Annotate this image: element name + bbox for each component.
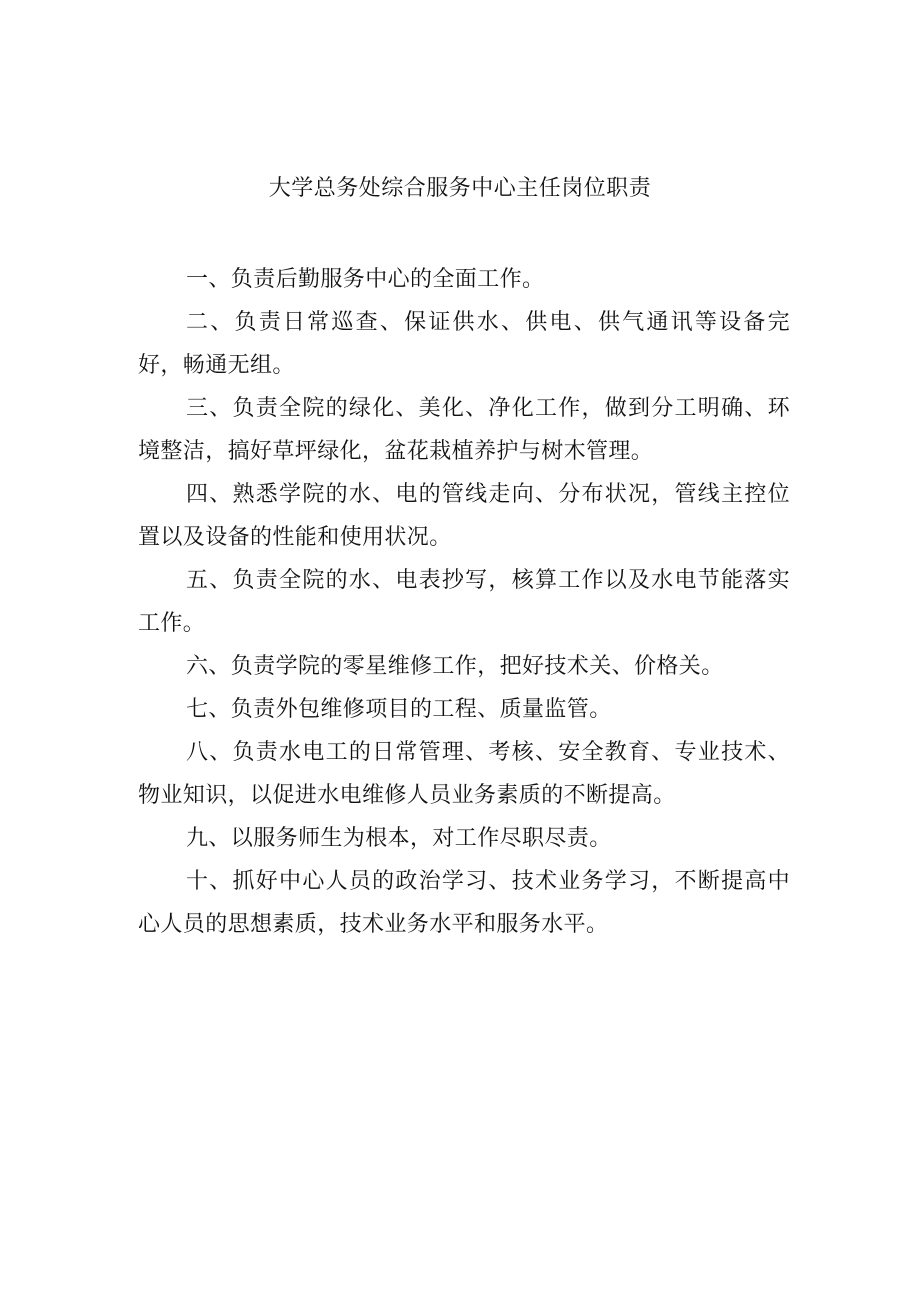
duty-paragraph-1: 一、负责后勤服务中心的全面工作。 bbox=[186, 267, 545, 292]
duty-paragraph-6: 六、负责学院的零星维修工作，把好技术关、价格关。 bbox=[186, 654, 724, 679]
duty-paragraph-7: 七、负责外包维修项目的工程、质量监管。 bbox=[186, 697, 612, 722]
duty-paragraph-2: 二、负责日常巡查、保证供水、供电、供气通讯等设备完好，畅通无组。 bbox=[138, 310, 790, 378]
duty-paragraph-4: 四、熟悉学院的水、电的管线走向、分布状况，管线主控位置以及设备的性能和使用状况。 bbox=[138, 482, 790, 550]
document-title: 大学总务处综合服务中心主任岗位职责 bbox=[268, 176, 652, 201]
document-body bbox=[138, 258, 790, 946]
duty-paragraph-8: 八、负责水电工的日常管理、考核、安全教育、专业技术、物业知识，以促进水电维修人员业务素质的不断提高。 bbox=[138, 740, 790, 808]
duty-paragraph-9: 九、以服务师生为根本，对工作尽职尽责。 bbox=[186, 826, 612, 851]
duty-paragraph-10: 十、抓好中心人员的政治学习、技术业务学习，不断提高中心人员的思想素质，技术业务水平和服务水平。 bbox=[138, 869, 790, 937]
duty-paragraph-3: 三、负责全院的绿化、美化、净化工作，做到分工明确、环境整洁，搞好草坪绿化，盆花栽植养护与树木管理。 bbox=[138, 396, 790, 464]
duty-paragraph-5: 五、负责全院的水、电表抄写，核算工作以及水电节能落实工作。 bbox=[138, 568, 790, 636]
